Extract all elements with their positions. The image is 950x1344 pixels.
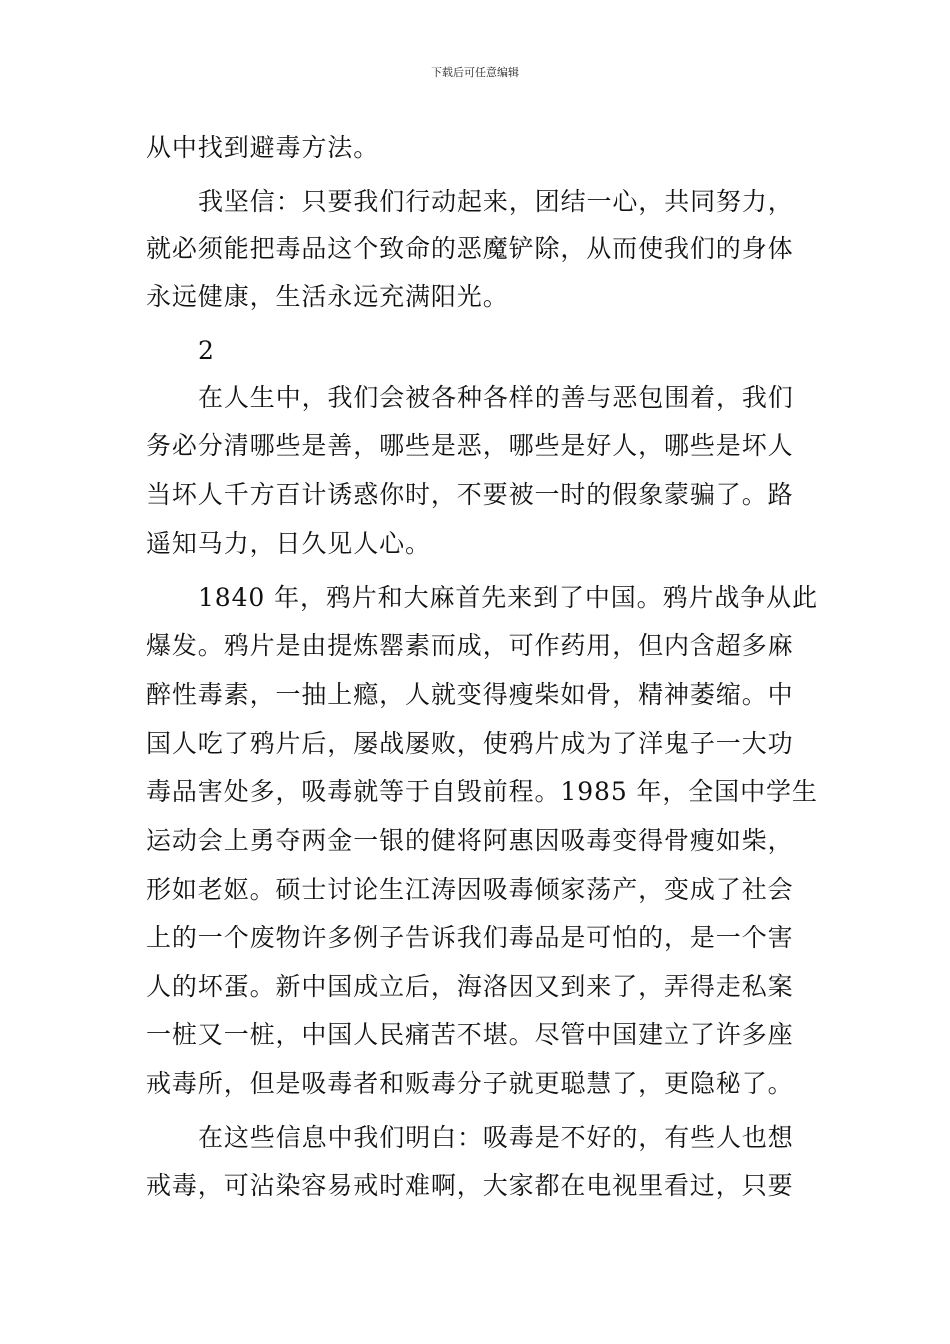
text-line: 我坚信：只要我们行动起来，团结一心，共同努力，	[198, 187, 794, 216]
text-line: 在人生中，我们会被各种各样的善与恶包围着，我们	[198, 383, 794, 412]
page-header: 下载后可任意编辑	[431, 66, 519, 79]
text-line: 国人吃了鸦片后，屡战屡败，使鸦片成为了洋鬼子一大功	[146, 729, 794, 758]
text-line: 运动会上勇夺两金一银的健将阿惠因吸毒变得骨瘦如柴，	[146, 826, 794, 855]
text-line: 醉性毒素，一抽上瘾，人就变得瘦柴如骨，精神萎缩。中	[146, 680, 794, 709]
text-line: 上的一个废物许多例子告诉我们毒品是可怕的，是一个害	[146, 923, 794, 952]
text-line: 人的坏蛋。新中国成立后，海洛因又到来了，弄得走私案	[146, 972, 794, 1001]
text-line: 永远健康，生活永远充满阳光。	[146, 282, 509, 311]
text-line: 务必分清哪些是善，哪些是恶，哪些是好人，哪些是坏人	[146, 431, 794, 460]
text-line: 1840 年，鸦片和大麻首先来到了中国。鸦片战争从此	[198, 583, 818, 612]
text-line: 形如老妪。硕士讨论生江涛因吸毒倾家荡产，变成了社会	[146, 875, 794, 904]
text-line: 当坏人千方百计诱惑你时，不要被一时的假象蒙骗了。路	[146, 480, 794, 509]
text-line: 爆发。鸦片是由提炼罂素而成，可作药用，但内含超多麻	[146, 631, 794, 660]
text-line: 一桩又一桩，中国人民痛苦不堪。尽管中国建立了许多座	[146, 1020, 794, 1049]
text-line: 遥知马力，日久见人心。	[146, 529, 431, 558]
text-line: 就必须能把毒品这个致命的恶魔铲除，从而使我们的身体	[146, 234, 794, 263]
text-line: 从中找到避毒方法。	[146, 133, 380, 162]
text-line: 戒毒所，但是吸毒者和贩毒分子就更聪慧了，更隐秘了。	[146, 1069, 794, 1098]
text-line: 戒毒，可沾染容易戒时难啊，大家都在电视里看过，只要	[146, 1171, 794, 1200]
text-line: 2	[198, 336, 215, 365]
text-line: 毒品害处多，吸毒就等于自毁前程。1985 年，全国中学生	[146, 777, 818, 806]
text-line: 在这些信息中我们明白：吸毒是不好的，有些人也想	[198, 1123, 794, 1152]
